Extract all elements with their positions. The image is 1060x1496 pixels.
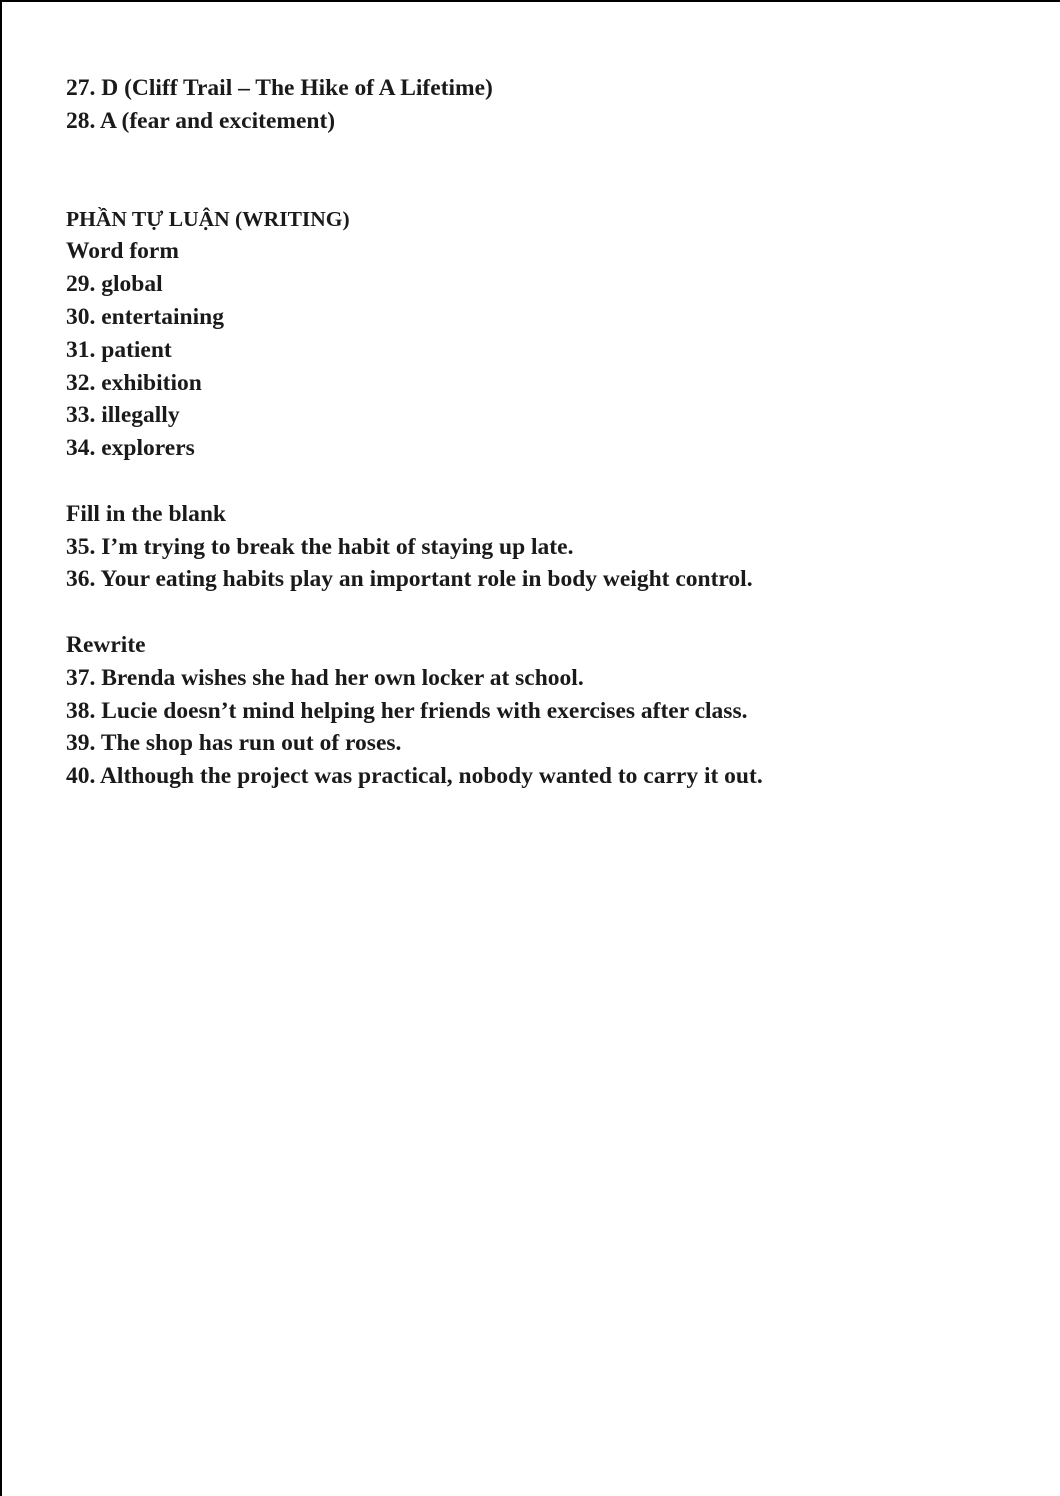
answer-37: 37. Brenda wishes she had her own locker at school. bbox=[66, 664, 584, 691]
answer-key-content bbox=[66, 72, 1026, 793]
spacer bbox=[66, 138, 1026, 203]
word-form-title: Word form bbox=[66, 238, 179, 265]
reading-answers-section bbox=[66, 72, 1026, 138]
answer-29: 29. global bbox=[66, 271, 163, 298]
spacer bbox=[66, 596, 1026, 629]
answer-35: 35. I’m trying to break the habit of staying up late. bbox=[66, 533, 574, 560]
answer-30: 30. entertaining bbox=[66, 303, 224, 330]
writing-section-heading: PHẦN TỰ LUẬN (WRITING) bbox=[66, 206, 350, 231]
answer-32: 32. exhibition bbox=[66, 369, 202, 396]
answer-31: 31. patient bbox=[66, 336, 172, 363]
fill-blank-title: Fill in the blank bbox=[66, 500, 226, 527]
answer-39: 39. The shop has run out of roses. bbox=[66, 730, 402, 757]
rewrite-section bbox=[66, 629, 1026, 793]
answer-40: 40. Although the project was practical, nobody wanted to carry it out. bbox=[66, 763, 763, 790]
answer-34: 34. explorers bbox=[66, 435, 195, 462]
fill-blank-section bbox=[66, 498, 1026, 596]
answer-38: 38. Lucie doesn’t mind helping her friends with exercises after class. bbox=[66, 697, 748, 724]
rewrite-title: Rewrite bbox=[66, 631, 146, 658]
answer-28: 28. A (fear and excitement) bbox=[66, 107, 336, 134]
word-form-section bbox=[66, 235, 1026, 465]
spacer bbox=[66, 465, 1026, 498]
answer-27: 27. D (Cliff Trail – The Hike of A Lifetime) bbox=[66, 75, 493, 101]
answer-33: 33. illegally bbox=[66, 402, 180, 429]
answer-36: 36. Your eating habits play an important role in body weight control. bbox=[66, 566, 753, 593]
